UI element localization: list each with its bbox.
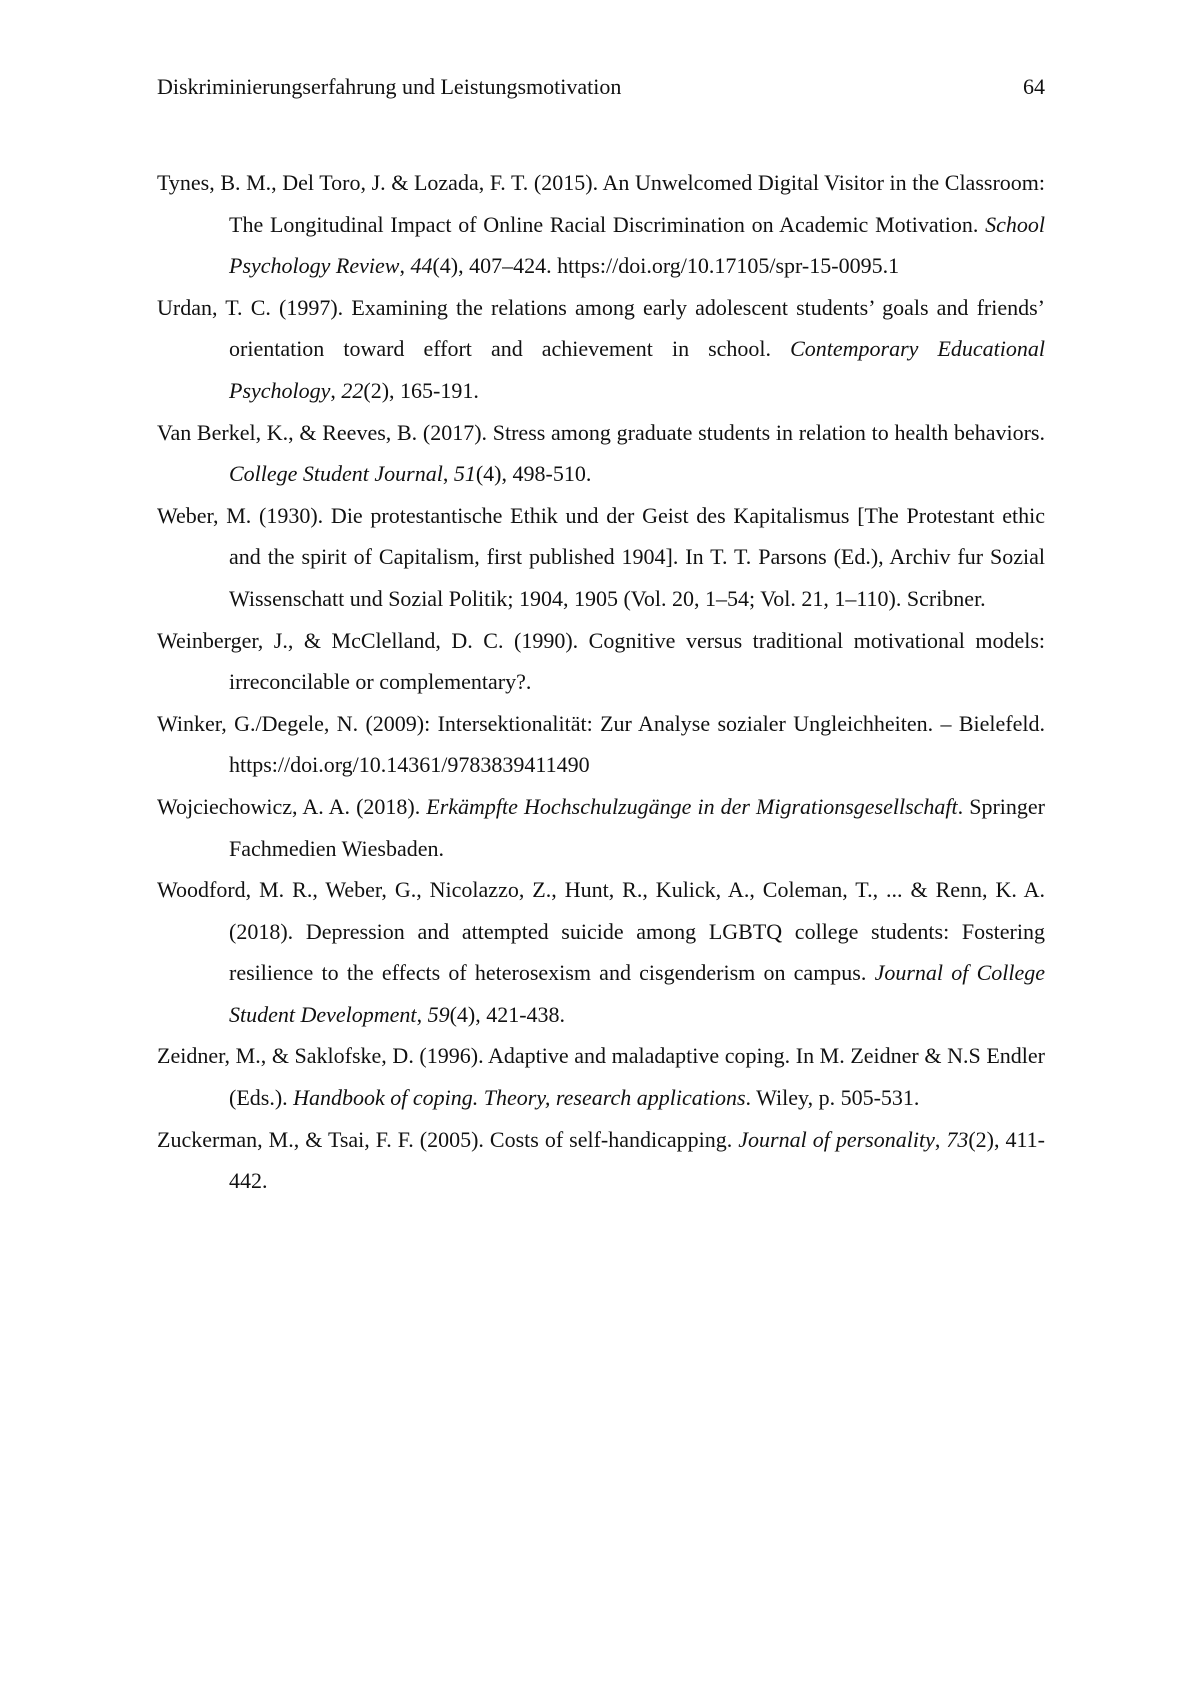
page-number: 64 xyxy=(1023,74,1045,99)
reference-text: . Springer Fachmedien Wiesbaden. xyxy=(229,793,1045,861)
reference-entry xyxy=(157,162,1045,287)
running-title: Diskriminierungserfahrung und Leistungsmotivation xyxy=(157,74,622,99)
reference-text: Zuckerman, M., & Tsai, F. F. (2005). Costs of self-handicapping. xyxy=(157,1126,739,1152)
reference-volume: 44 xyxy=(410,253,433,279)
reference-text: Tynes, B. M., Del Toro, J. & Lozada, F. T. (2015). An Unwelcomed Digital Visitor in the Classroom: The Longitudinal Impact of Online Racial Discrimination on Academic Motivation. xyxy=(157,170,1045,237)
reference-text: Woodford, M. R., Weber, G., Nicolazzo, Z., Hunt, R., Kulick, A., Coleman, T., ... & Renn, K. A. (2018). Depression and attempted suicide among LGBTQ college students: Fostering resilience to the effects of heterosexism and cisgenderism on campus. xyxy=(157,877,1045,986)
reference-text: Winker, G./Degele, N. (2009): Intersektionalität: Zur Analyse sozialer Ungleichheiten. – Bielefeld. https://doi.org/10.14361/9783839411490 xyxy=(157,710,1045,778)
reference-entry xyxy=(157,620,1045,703)
reference-entry xyxy=(157,1119,1045,1202)
reference-entry xyxy=(157,786,1045,869)
reference-text: , xyxy=(442,461,454,487)
reference-entry xyxy=(157,869,1045,1035)
reference-book-title: Handbook of coping. Theory, research applications xyxy=(293,1085,746,1111)
reference-text: (2), 165-191. xyxy=(363,377,479,403)
reference-text: Weber, M. (1930). Die protestantische Ethik und der Geist des Kapitalismus [The Protestant ethic and the spirit of Capitalism, first published 1904]. In T. T. Parsons (Ed.), Archiv fur Sozial Wissenschatt und Sozial Politik; 1904, 1905 (Vol. 20, 1–54; Vol. 21, 1–110). Scribner. xyxy=(157,502,1045,611)
reference-volume: 73 xyxy=(946,1126,969,1152)
reference-text: Van Berkel, K., & Reeves, B. (2017). Stress among graduate students in relation to health behaviors. xyxy=(157,419,1045,445)
reference-text: Weinberger, J., & McClelland, D. C. (1990). Cognitive versus traditional motivational models: irreconcilable or complementary?. xyxy=(157,627,1045,695)
reference-volume: 51 xyxy=(453,461,476,487)
reference-journal: Contemporary Educational Psychology xyxy=(229,336,1045,403)
reference-list xyxy=(157,162,1045,1202)
reference-text: (4), 407–424. https://doi.org/10.17105/spr-15-0095.1 xyxy=(432,253,900,279)
page-header xyxy=(157,70,1045,104)
reference-journal: College Student Journal xyxy=(229,461,443,487)
reference-entry xyxy=(157,1035,1045,1118)
reference-text: , xyxy=(934,1126,947,1152)
reference-text: , xyxy=(416,1001,428,1027)
reference-book-title: Erkämpfte Hochschulzugänge in der Migrationsgesellschaft xyxy=(426,793,958,819)
reference-text: , xyxy=(330,377,342,403)
reference-text: (2), 411-442. xyxy=(229,1126,1046,1194)
reference-text: Zeidner, M., & Saklofske, D. (1996). Adaptive and maladaptive coping. In M. Zeidner & N.S Endler (Eds.). xyxy=(157,1043,1045,1111)
reference-volume: 59 xyxy=(427,1001,450,1027)
reference-text: . Wiley, p. 505-531. xyxy=(745,1085,920,1111)
reference-text: , xyxy=(399,253,411,279)
reference-entry xyxy=(157,287,1045,412)
reference-volume: 22 xyxy=(341,377,364,403)
reference-text: (4), 498-510. xyxy=(475,461,592,487)
reference-entry xyxy=(157,412,1045,495)
reference-text: Wojciechowicz, A. A. (2018). xyxy=(157,793,427,819)
reference-journal: Journal of College Student Development xyxy=(229,960,1045,1027)
reference-entry xyxy=(157,703,1045,786)
reference-journal: School Psychology Review xyxy=(229,211,1045,279)
reference-journal: Journal of personality xyxy=(738,1126,935,1152)
reference-text: (4), 421-438. xyxy=(449,1001,566,1027)
reference-entry xyxy=(157,495,1045,620)
reference-text: Urdan, T. C. (1997). Examining the relations among early adolescent students’ goals and friends’ orientation toward effort and achievement in school. xyxy=(157,294,1045,362)
